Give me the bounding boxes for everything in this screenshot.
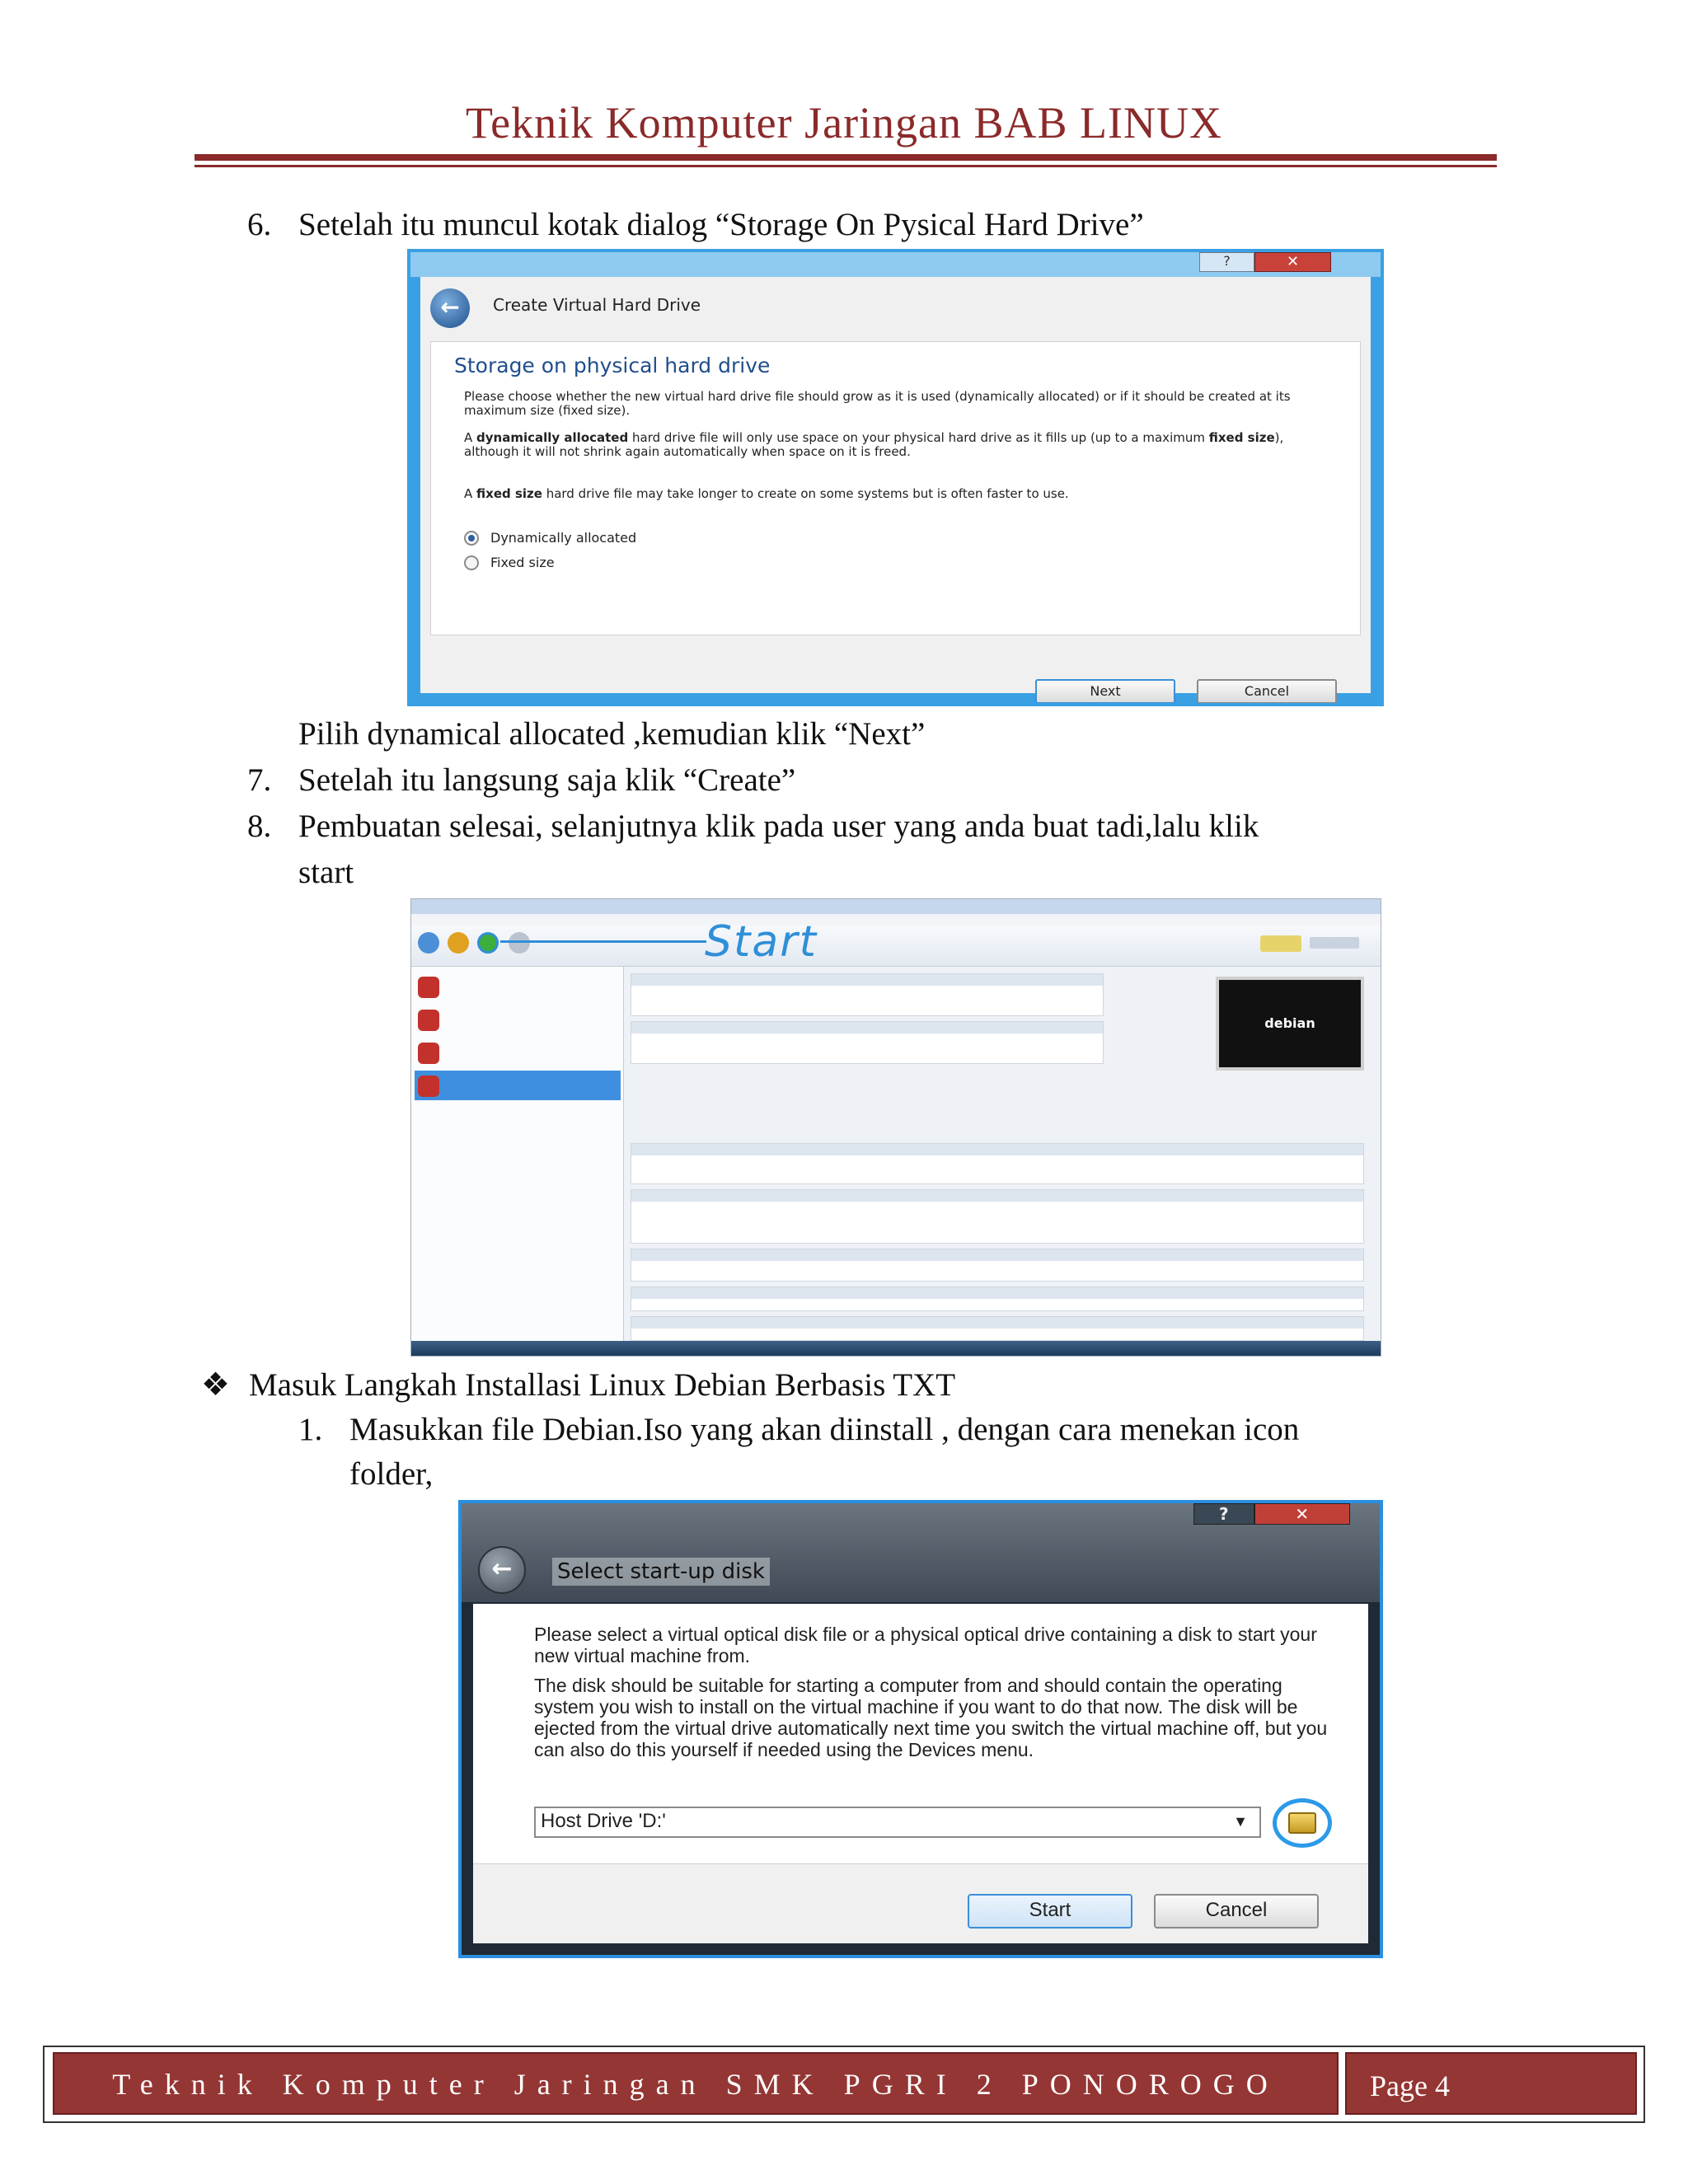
details-section <box>631 1021 1104 1064</box>
windows-taskbar <box>411 1341 1381 1356</box>
details-section <box>631 1316 1364 1341</box>
folder-glyph <box>1288 1812 1316 1834</box>
menu-bar <box>411 914 1381 926</box>
header-rule <box>195 154 1497 161</box>
dialog-body <box>473 1604 1368 1943</box>
settings-icon[interactable] <box>448 932 469 954</box>
details-section <box>631 1249 1364 1282</box>
wizard-page <box>473 1604 1368 1864</box>
bullet-text: Masuk Langkah Installasi Linux Debian Berbasis TXT <box>249 1367 956 1403</box>
text-run: hard drive file will only use space on your physical hard drive as it fills up (up to a maximum <box>628 430 1209 445</box>
step-number: 7. <box>247 762 272 798</box>
footer-band <box>53 2052 1339 2115</box>
footer-page-box <box>1345 2052 1637 2115</box>
window-controls <box>1199 252 1331 272</box>
virtualbox-manager-screenshot <box>410 898 1381 1357</box>
discard-icon[interactable] <box>509 932 530 954</box>
section-header <box>631 1249 1363 1261</box>
window-controls <box>1193 1503 1350 1525</box>
start-annotation: Start <box>705 917 818 967</box>
section-header <box>631 1144 1363 1155</box>
back-arrow-icon[interactable]: ← <box>430 288 470 328</box>
step-8-continued: start <box>298 855 354 890</box>
header-rule-thin <box>195 165 1497 167</box>
option-label: Fixed size <box>490 555 555 570</box>
text-run: A <box>464 430 477 445</box>
vm-list <box>411 967 624 1341</box>
folder-icon[interactable] <box>1273 1798 1332 1848</box>
section-header <box>631 1317 1363 1329</box>
substep-1-continued: folder, <box>349 1456 434 1492</box>
instruction-next: Pilih dynamical allocated ,kemudian klik “Next” <box>298 716 926 752</box>
cancel-button[interactable]: Cancel <box>1197 679 1337 704</box>
vm-preview: debian <box>1216 977 1364 1071</box>
help-button[interactable]: ? <box>1193 1503 1254 1525</box>
substep-1 <box>298 1411 1299 1448</box>
details-section <box>631 1286 1364 1311</box>
vm-list-item[interactable] <box>415 1038 621 1067</box>
step-number: 8. <box>247 808 272 844</box>
close-button[interactable]: ✕ <box>1254 252 1331 272</box>
wizard-page <box>430 341 1361 635</box>
wizard-paragraph-2 <box>464 431 1339 459</box>
step-text: Setelah itu muncul kotak dialog “Storage On Pysical Hard Drive” <box>298 207 1144 242</box>
text-run: A <box>464 486 477 501</box>
details-section <box>631 1189 1364 1244</box>
help-button[interactable]: ? <box>1199 252 1254 272</box>
close-button[interactable]: ✕ <box>1254 1503 1350 1525</box>
step-text: Masukkan file Debian.Iso yang akan diinstall , dengan cara menekan icon <box>349 1412 1300 1447</box>
section-bullet <box>201 1366 955 1404</box>
details-view-icon[interactable] <box>1260 935 1301 952</box>
section-header <box>631 974 1103 986</box>
start-button[interactable]: Start <box>968 1894 1132 1929</box>
storage-dialog-screenshot <box>407 249 1384 706</box>
option-dynamically-allocated[interactable] <box>464 530 636 546</box>
vm-os-icon <box>418 1076 439 1097</box>
option-label: Dynamically allocated <box>490 530 637 546</box>
wizard-paragraph-2: The disk should be suitable for starting a computer from and should contain the operating system you wish to install on the virtual machine if you want to do that now. The disk will be ejected from the virtual drive automatically next time you switch the virtual machine off, but you can also do this yourself if needed using the Devices menu. <box>534 1675 1328 1760</box>
vm-list-item[interactable] <box>415 972 621 1001</box>
optical-drive-select[interactable] <box>534 1807 1261 1838</box>
step-number: 1. <box>298 1412 323 1447</box>
wizard-paragraph-1: Please select a virtual optical disk file or a physical optical drive containing a disk to start your new virtual machine from. <box>534 1624 1317 1666</box>
option-fixed-size[interactable] <box>464 555 555 570</box>
step-number: 6. <box>247 207 272 242</box>
cancel-button[interactable]: Cancel <box>1154 1894 1319 1929</box>
details-section <box>631 973 1104 1016</box>
vm-list-item-selected[interactable] <box>415 1071 621 1100</box>
chevron-down-icon[interactable]: ▼ <box>1233 1813 1248 1830</box>
radio-selected-icon[interactable] <box>464 531 479 546</box>
text-run: ), although it will not shrink again automatically when space on it is freed. <box>464 430 1284 459</box>
vm-list-item[interactable] <box>415 1005 621 1034</box>
wizard-paragraph-1: Please choose whether the new virtual hard drive file should grow as it is used (dynamically allocated) or if it should be created at its maximum size (fixed size). <box>464 389 1291 418</box>
section-header <box>631 1022 1103 1033</box>
section-header <box>631 1287 1363 1299</box>
dialog-title: Select start-up disk <box>552 1558 770 1586</box>
next-button[interactable]: Next <box>1035 679 1175 704</box>
annotation-arrow <box>500 940 706 943</box>
back-arrow-icon[interactable]: ← <box>478 1546 526 1594</box>
text-run-bold: dynamically allocated <box>476 430 629 445</box>
vm-os-icon <box>418 1043 439 1064</box>
start-vm-icon[interactable] <box>477 932 499 954</box>
text-run: hard drive file may take longer to create on some systems but is often faster to use. <box>542 486 1069 501</box>
startup-disk-dialog-screenshot <box>458 1500 1383 1958</box>
text-run-bold: fixed size <box>476 486 542 501</box>
page-header-title: Teknik Komputer Jaringan BAB LINUX <box>465 98 1223 148</box>
wizard-paragraph-3 <box>464 487 1339 501</box>
vm-os-icon <box>418 977 439 998</box>
radio-unselected-icon[interactable] <box>464 555 479 570</box>
window-titlebar <box>411 899 1381 914</box>
step-6 <box>247 206 1144 243</box>
page-number: Page 4 <box>1370 2069 1450 2102</box>
drive-value: Host Drive 'D:' <box>541 1810 666 1832</box>
text-run-bold: fixed size <box>1208 430 1275 445</box>
dialog-body <box>420 277 1371 699</box>
step-text: Pembuatan selesai, selanjutnya klik pada user yang anda buat tadi,lalu klik <box>298 808 1259 844</box>
section-header <box>631 1190 1363 1202</box>
footer-text: Teknik Komputer Jaringan SMK PGRI 2 PONOROGO <box>112 2068 1279 2101</box>
new-vm-icon[interactable] <box>418 932 439 954</box>
dialog-title: Create Virtual Hard Drive <box>493 295 701 315</box>
step-text: Setelah itu langsung saja klik “Create” <box>298 762 796 798</box>
wizard-heading: Storage on physical hard drive <box>454 354 771 377</box>
bullet-icon: ❖ <box>201 1367 230 1403</box>
step-7 <box>247 762 795 799</box>
snapshots-view-icon[interactable] <box>1310 937 1359 949</box>
vm-os-icon <box>418 1010 439 1031</box>
step-8 <box>247 808 1259 845</box>
toolbar <box>411 926 1381 967</box>
details-section <box>631 1143 1364 1184</box>
